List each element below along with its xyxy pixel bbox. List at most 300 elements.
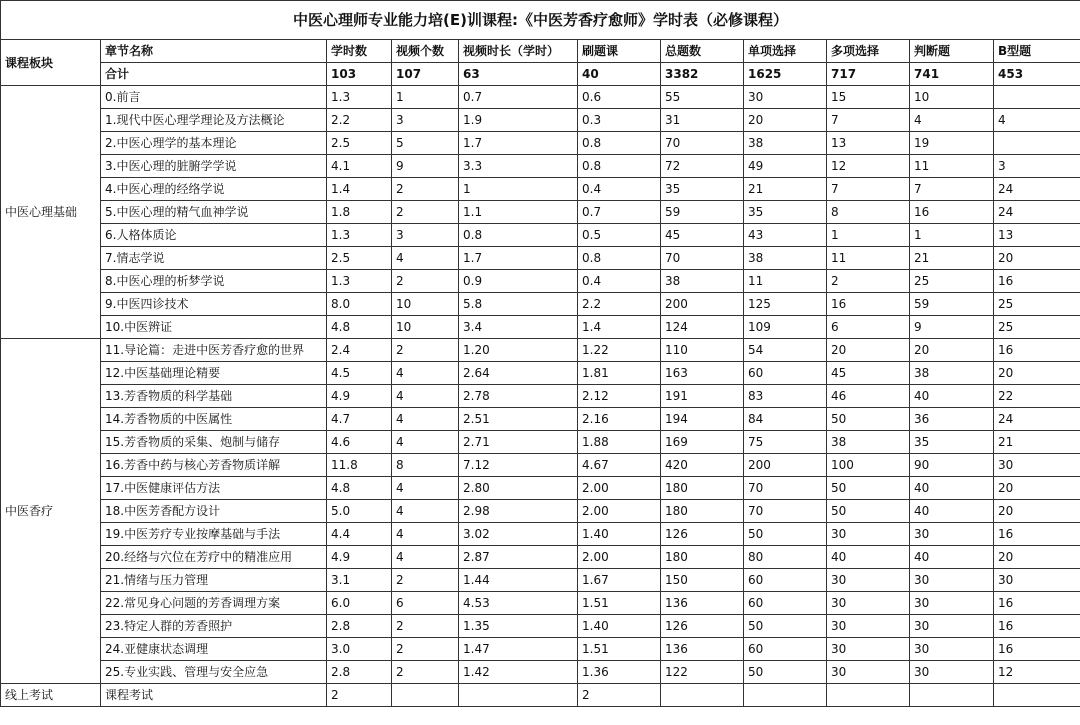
table-cell: 31: [661, 109, 744, 132]
table-cell: 1.51: [578, 592, 661, 615]
table-cell: 3: [392, 109, 459, 132]
table-cell: 60: [744, 638, 827, 661]
table-cell: 3.0: [327, 638, 392, 661]
table-cell: 0.4: [578, 178, 661, 201]
table-cell: 1: [459, 178, 578, 201]
table-cell: 20: [994, 500, 1080, 523]
table-cell: 10: [392, 316, 459, 339]
table-cell: 4: [392, 385, 459, 408]
table-cell: 1.88: [578, 431, 661, 454]
column-header: 学时数: [327, 40, 392, 63]
table-row: [1, 661, 1080, 684]
table-cell: 4.9: [327, 385, 392, 408]
table-row: [1, 615, 1080, 638]
table-cell: 80: [744, 546, 827, 569]
table-cell: 2.80: [459, 477, 578, 500]
table-cell: 25: [994, 316, 1080, 339]
table-cell: 2.12: [578, 385, 661, 408]
table-row: [1, 546, 1080, 569]
table-cell: 4.5: [327, 362, 392, 385]
table-cell: 38: [827, 431, 910, 454]
table-cell: 11: [910, 155, 994, 178]
table-cell: 72: [661, 155, 744, 178]
table-cell: 1.51: [578, 638, 661, 661]
column-header: 刷题课: [578, 40, 661, 63]
table-cell: 2: [327, 684, 392, 707]
table-cell: 84: [744, 408, 827, 431]
table-cell: 7: [827, 109, 910, 132]
chapter-name: 11.导论篇：走进中医芳香疗愈的世界: [101, 339, 327, 362]
table-cell: 45: [661, 224, 744, 247]
table-cell: 38: [744, 132, 827, 155]
table-cell: [827, 684, 910, 707]
table-cell: 20: [994, 247, 1080, 270]
table-cell: 6.0: [327, 592, 392, 615]
table-cell: 2: [392, 615, 459, 638]
table-cell: 2.87: [459, 546, 578, 569]
table-cell: 6: [392, 592, 459, 615]
table-cell: [910, 684, 994, 707]
table-row: [1, 155, 1080, 178]
table-cell: 1: [910, 224, 994, 247]
table-row: [1, 638, 1080, 661]
table-cell: 180: [661, 477, 744, 500]
table-cell: 420: [661, 454, 744, 477]
chapter-name: 20.经络与穴位在芳疗中的精准应用: [101, 546, 327, 569]
table-cell: 1: [392, 86, 459, 109]
table-cell: 50: [744, 523, 827, 546]
table-row: [1, 500, 1080, 523]
table-cell: 136: [661, 592, 744, 615]
table-cell: 2.00: [578, 546, 661, 569]
table-cell: 38: [744, 247, 827, 270]
table-cell: 4.8: [327, 477, 392, 500]
table-cell: 2: [578, 684, 661, 707]
table-cell: 11.8: [327, 454, 392, 477]
table-cell: 3.1: [327, 569, 392, 592]
table-cell: 2.8: [327, 615, 392, 638]
chapter-name: 课程考试: [101, 684, 327, 707]
chapter-name: 5.中医心理的精气血神学说: [101, 201, 327, 224]
table-cell: 8: [392, 454, 459, 477]
chapter-name: 12.中医基础理论精要: [101, 362, 327, 385]
table-row: [1, 569, 1080, 592]
table-cell: 150: [661, 569, 744, 592]
chapter-name: 4.中医心理的经络学说: [101, 178, 327, 201]
chapter-name: 3.中医心理的脏腑学学说: [101, 155, 327, 178]
table-cell: 2.4: [327, 339, 392, 362]
table-cell: 40: [910, 385, 994, 408]
table-cell: 11: [827, 247, 910, 270]
chapter-name: 18.中医芳香配方设计: [101, 500, 327, 523]
table-cell: 4: [392, 431, 459, 454]
chapter-name: 13.芳香物质的科学基础: [101, 385, 327, 408]
table-cell: 5.8: [459, 293, 578, 316]
table-cell: 1.81: [578, 362, 661, 385]
table-row: [1, 592, 1080, 615]
table-cell: 180: [661, 546, 744, 569]
table-cell: 20: [827, 339, 910, 362]
table-row: [1, 109, 1080, 132]
table-cell: 70: [744, 500, 827, 523]
total-cell: 63: [459, 63, 578, 86]
table-cell: 50: [744, 661, 827, 684]
table-cell: 0.4: [578, 270, 661, 293]
table-cell: 59: [661, 201, 744, 224]
table-cell: 3.02: [459, 523, 578, 546]
table-row: [1, 362, 1080, 385]
header-row: [1, 40, 1080, 63]
table-cell: 40: [910, 546, 994, 569]
table-cell: 109: [744, 316, 827, 339]
table-cell: 30: [827, 615, 910, 638]
total-cell: 453: [994, 63, 1080, 86]
column-header: 视频时长（学时）: [459, 40, 578, 63]
table-cell: 16: [994, 615, 1080, 638]
table-cell: 6: [827, 316, 910, 339]
table-cell: 24: [994, 408, 1080, 431]
table-cell: 60: [744, 362, 827, 385]
table-cell: 0.6: [578, 86, 661, 109]
total-row: [1, 63, 1080, 86]
total-cell: 717: [827, 63, 910, 86]
table-cell: 100: [827, 454, 910, 477]
chapter-name: 6.人格体质论: [101, 224, 327, 247]
table-cell: 70: [744, 477, 827, 500]
table-row: [1, 201, 1080, 224]
table-cell: 35: [910, 431, 994, 454]
chapter-name: 8.中医心理的析梦学说: [101, 270, 327, 293]
table-cell: [661, 684, 744, 707]
table-cell: 4.7: [327, 408, 392, 431]
table-cell: 20: [910, 339, 994, 362]
table-cell: 40: [827, 546, 910, 569]
table-cell: 4: [392, 500, 459, 523]
total-cell: 103: [327, 63, 392, 86]
table-cell: 4.8: [327, 316, 392, 339]
column-header: 多项选择: [827, 40, 910, 63]
table-cell: 1.22: [578, 339, 661, 362]
table-cell: [744, 684, 827, 707]
table-cell: 30: [744, 86, 827, 109]
chapter-name: 1.现代中医心理学理论及方法概论: [101, 109, 327, 132]
table-cell: 35: [661, 178, 744, 201]
table-cell: 5: [392, 132, 459, 155]
table-cell: 4.4: [327, 523, 392, 546]
table-cell: 36: [910, 408, 994, 431]
table-cell: 1.7: [459, 132, 578, 155]
chapter-name: 7.情志学说: [101, 247, 327, 270]
table-cell: 1.7: [459, 247, 578, 270]
table-cell: 7: [910, 178, 994, 201]
module-name: 线上考试: [1, 684, 101, 707]
table-cell: 16: [994, 638, 1080, 661]
table-cell: 25: [910, 270, 994, 293]
table-cell: 2.5: [327, 132, 392, 155]
table-cell: 1.44: [459, 569, 578, 592]
table-cell: 4: [392, 247, 459, 270]
table-cell: 54: [744, 339, 827, 362]
table-cell: 11: [744, 270, 827, 293]
table-cell: 30: [827, 592, 910, 615]
table-cell: 20: [994, 362, 1080, 385]
table-cell: 10: [910, 86, 994, 109]
table-cell: 1.3: [327, 224, 392, 247]
table-cell: 1.3: [327, 270, 392, 293]
total-cell: 107: [392, 63, 459, 86]
table-cell: 30: [910, 661, 994, 684]
table-cell: 60: [744, 592, 827, 615]
table-cell: 19: [910, 132, 994, 155]
table-cell: 1: [827, 224, 910, 247]
table-cell: 13: [994, 224, 1080, 247]
table-cell: 1.47: [459, 638, 578, 661]
total-cell: 合计: [101, 63, 327, 86]
table-cell: 126: [661, 615, 744, 638]
chapter-name: 25.专业实践、管理与安全应急: [101, 661, 327, 684]
chapter-name: 10.中医辨证: [101, 316, 327, 339]
table-row: [1, 339, 1080, 362]
table-cell: 1.67: [578, 569, 661, 592]
table-cell: [994, 86, 1080, 109]
table-cell: 1.4: [327, 178, 392, 201]
table-cell: 2: [392, 270, 459, 293]
table-cell: 3.3: [459, 155, 578, 178]
chapter-name: 17.中医健康评估方法: [101, 477, 327, 500]
table-row: [1, 86, 1080, 109]
table-cell: 25: [994, 293, 1080, 316]
table-cell: 30: [910, 592, 994, 615]
column-header: 总题数: [661, 40, 744, 63]
table-cell: 2: [392, 339, 459, 362]
table-cell: 194: [661, 408, 744, 431]
table-cell: 1.4: [578, 316, 661, 339]
table-row: [1, 684, 1080, 707]
table-cell: 9: [392, 155, 459, 178]
column-header: 单项选择: [744, 40, 827, 63]
chapter-name: 23.特定人群的芳香照护: [101, 615, 327, 638]
table-cell: 2.8: [327, 661, 392, 684]
table-row: [1, 293, 1080, 316]
total-cell: 40: [578, 63, 661, 86]
table-cell: 2: [392, 178, 459, 201]
table-cell: 30: [827, 523, 910, 546]
table-cell: 4: [392, 523, 459, 546]
chapter-name: 9.中医四诊技术: [101, 293, 327, 316]
table-cell: 21: [994, 431, 1080, 454]
table-row: [1, 408, 1080, 431]
chapter-name: 22.常见身心问题的芳香调理方案: [101, 592, 327, 615]
chapter-name: 19.中医芳疗专业按摩基础与手法: [101, 523, 327, 546]
table-cell: 30: [827, 569, 910, 592]
table-row: [1, 270, 1080, 293]
table-cell: 126: [661, 523, 744, 546]
table-cell: 50: [744, 615, 827, 638]
table-cell: 0.8: [578, 247, 661, 270]
table-cell: 20: [744, 109, 827, 132]
table-cell: 2.51: [459, 408, 578, 431]
table-cell: 30: [910, 569, 994, 592]
table-row: [1, 477, 1080, 500]
table-cell: 50: [827, 477, 910, 500]
table-cell: 15: [827, 86, 910, 109]
table-cell: 2.00: [578, 500, 661, 523]
table-cell: 30: [910, 615, 994, 638]
table-cell: 1.3: [327, 86, 392, 109]
table-row: [1, 178, 1080, 201]
table-cell: 0.5: [578, 224, 661, 247]
table-cell: 21: [744, 178, 827, 201]
table-cell: 1.1: [459, 201, 578, 224]
table-cell: 4: [392, 408, 459, 431]
table-cell: 12: [994, 661, 1080, 684]
table-cell: 16: [827, 293, 910, 316]
table-cell: 70: [661, 247, 744, 270]
table-row: [1, 316, 1080, 339]
table-cell: 45: [827, 362, 910, 385]
table-cell: 46: [827, 385, 910, 408]
table-cell: 2.5: [327, 247, 392, 270]
table-cell: 35: [744, 201, 827, 224]
chapter-name: 21.情绪与压力管理: [101, 569, 327, 592]
table-cell: 1.40: [578, 615, 661, 638]
table-cell: 38: [661, 270, 744, 293]
table-cell: 136: [661, 638, 744, 661]
table-row: [1, 385, 1080, 408]
table-cell: 200: [661, 293, 744, 316]
table-cell: 4.67: [578, 454, 661, 477]
table-title: 中医心理师专业能力培(E)训课程:《中医芳香疗愈师》学时表（必修课程）: [1, 1, 1080, 40]
table-cell: 30: [910, 523, 994, 546]
chapter-name: 2.中医心理学的基本理论: [101, 132, 327, 155]
table-row: [1, 247, 1080, 270]
table-cell: 8: [827, 201, 910, 224]
table-cell: 43: [744, 224, 827, 247]
module-header: 课程板块: [1, 40, 101, 86]
table-cell: 2.2: [578, 293, 661, 316]
table-cell: 1.9: [459, 109, 578, 132]
table-cell: 4.1: [327, 155, 392, 178]
module-name: 中医香疗: [1, 339, 101, 684]
table-cell: 24: [994, 201, 1080, 224]
table-cell: 2.64: [459, 362, 578, 385]
table-cell: 38: [910, 362, 994, 385]
table-cell: 30: [994, 569, 1080, 592]
table-cell: 0.8: [578, 155, 661, 178]
table-cell: 4: [392, 362, 459, 385]
table-cell: 40: [910, 477, 994, 500]
table-cell: 2: [392, 638, 459, 661]
table-cell: [994, 684, 1080, 707]
table-cell: 24: [994, 178, 1080, 201]
table-cell: 0.9: [459, 270, 578, 293]
table-cell: 2.16: [578, 408, 661, 431]
table-cell: 125: [744, 293, 827, 316]
table-cell: 110: [661, 339, 744, 362]
table-cell: 30: [827, 638, 910, 661]
table-cell: [392, 684, 459, 707]
table-cell: 2.78: [459, 385, 578, 408]
table-cell: 22: [994, 385, 1080, 408]
table-cell: 50: [827, 500, 910, 523]
table-cell: 2: [392, 569, 459, 592]
table-cell: [994, 132, 1080, 155]
table-cell: 3.4: [459, 316, 578, 339]
table-cell: 2.98: [459, 500, 578, 523]
table-cell: 59: [910, 293, 994, 316]
column-header: 判断题: [910, 40, 994, 63]
table-row: [1, 224, 1080, 247]
chapter-name: 15.芳香物质的采集、炮制与储存: [101, 431, 327, 454]
table-cell: 49: [744, 155, 827, 178]
table-cell: 5.0: [327, 500, 392, 523]
table-cell: 20: [994, 477, 1080, 500]
table-cell: 1.42: [459, 661, 578, 684]
module-name: 中医心理基础: [1, 86, 101, 339]
table-cell: 163: [661, 362, 744, 385]
table-cell: 4.9: [327, 546, 392, 569]
table-cell: 0.7: [578, 201, 661, 224]
table-cell: 3: [994, 155, 1080, 178]
table-cell: 4: [994, 109, 1080, 132]
table-cell: 16: [994, 339, 1080, 362]
column-header: 视频个数: [392, 40, 459, 63]
table-cell: 0.8: [459, 224, 578, 247]
table-cell: 70: [661, 132, 744, 155]
table-cell: 7: [827, 178, 910, 201]
table-cell: 16: [994, 592, 1080, 615]
column-header: 章节名称: [101, 40, 327, 63]
table-cell: 50: [827, 408, 910, 431]
table-cell: 75: [744, 431, 827, 454]
table-cell: 2.2: [327, 109, 392, 132]
table-cell: 1.40: [578, 523, 661, 546]
table-cell: 7.12: [459, 454, 578, 477]
table-cell: 4: [392, 546, 459, 569]
table-cell: 55: [661, 86, 744, 109]
table-cell: 4: [910, 109, 994, 132]
chapter-name: 0.前言: [101, 86, 327, 109]
table-cell: 180: [661, 500, 744, 523]
table-cell: 16: [994, 270, 1080, 293]
table-cell: 0.8: [578, 132, 661, 155]
title-row: [1, 1, 1080, 40]
table-cell: 4.6: [327, 431, 392, 454]
table-cell: 9: [910, 316, 994, 339]
table-cell: 60: [744, 569, 827, 592]
table-cell: 30: [910, 638, 994, 661]
table-cell: 191: [661, 385, 744, 408]
table-cell: 10: [392, 293, 459, 316]
chapter-name: 16.芳香中药与核心芳香物质详解: [101, 454, 327, 477]
table-cell: 2: [392, 201, 459, 224]
table-cell: 16: [994, 523, 1080, 546]
table-row: [1, 431, 1080, 454]
table-cell: 12: [827, 155, 910, 178]
table-cell: 3: [392, 224, 459, 247]
table-cell: 122: [661, 661, 744, 684]
table-cell: 200: [744, 454, 827, 477]
table-cell: 83: [744, 385, 827, 408]
table-row: [1, 523, 1080, 546]
chapter-name: 24.亚健康状态调理: [101, 638, 327, 661]
total-cell: 1625: [744, 63, 827, 86]
table-cell: 1.8: [327, 201, 392, 224]
table-cell: 169: [661, 431, 744, 454]
table-row: [1, 454, 1080, 477]
table-cell: 0.3: [578, 109, 661, 132]
table-cell: 21: [910, 247, 994, 270]
